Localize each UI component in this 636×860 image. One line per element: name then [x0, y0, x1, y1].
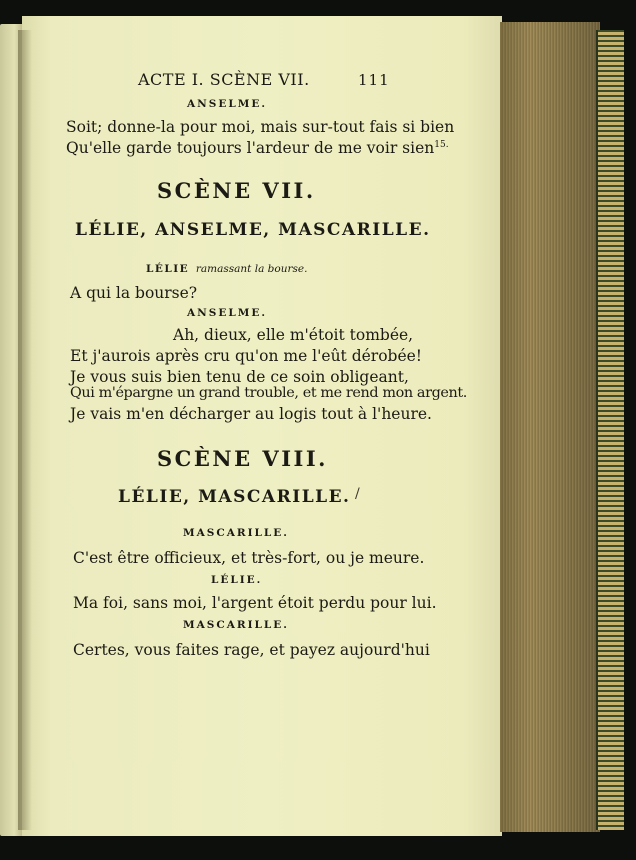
running-title: ACTE I. SCÈNE VII.: [138, 70, 310, 89]
speaker-mascarille-1: MASCARILLE.: [183, 527, 289, 539]
verse-line-7: Qui m'épargne un grand trouble, et me rend mon argent.: [70, 385, 467, 401]
pencil-mark: /: [355, 486, 360, 502]
verse-line-1: Soit; donne-la pour moi, mais sur-tout fais si bien: [66, 118, 455, 136]
stage-direction-text: ramassant la bourse.: [195, 263, 308, 275]
page-stack-shading: [500, 22, 600, 832]
verse-line-8: Je vais m'en décharger au logis tout à l'heure.: [70, 405, 432, 423]
verse-line-9: C'est être officieux, et très-fort, ou je meure.: [73, 549, 425, 567]
stage-direction: [146, 264, 307, 275]
gutter-shadow: [18, 30, 32, 830]
speaker-lelie: LÉLIE.: [211, 574, 263, 586]
speaker-anselme-1: ANSELME.: [187, 98, 267, 110]
footnote-marker: 15.: [434, 140, 449, 150]
verse-line-11: Certes, vous faites rage, et payez aujourd'hui: [73, 641, 430, 659]
gilt-binding-edge: [596, 30, 624, 830]
scene-8-title: SCÈNE VIII.: [157, 446, 328, 471]
verse-line-2-text: Qu'elle garde toujours l'ardeur de me voir sien: [66, 139, 435, 157]
scene-7-title: SCÈNE VII.: [157, 178, 316, 203]
verse-line-5: Et j'aurois après cru qu'on me l'eût dérobée!: [70, 347, 423, 365]
speaker-mascarille-2: MASCARILLE.: [183, 619, 289, 631]
verse-line-10: Ma foi, sans moi, l'argent étoit perdu pour lui.: [73, 594, 437, 612]
verse-line-6: Je vous suis bien tenu de ce soin obligeant,: [70, 368, 409, 386]
scene-7-cast: LÉLIE, ANSELME, MASCARILLE.: [75, 220, 431, 240]
verse-line-2: [66, 141, 449, 157]
scene-8-cast: LÉLIE, MASCARILLE.: [118, 487, 351, 507]
stage-speaker: LÉLIE: [146, 263, 190, 275]
verse-line-3: A qui la bourse?: [70, 284, 198, 302]
speaker-anselme-2: ANSELME.: [187, 307, 267, 319]
verse-line-4: Ah, dieux, elle m'étoit tombée,: [173, 326, 414, 344]
page-number: 111: [358, 71, 390, 89]
